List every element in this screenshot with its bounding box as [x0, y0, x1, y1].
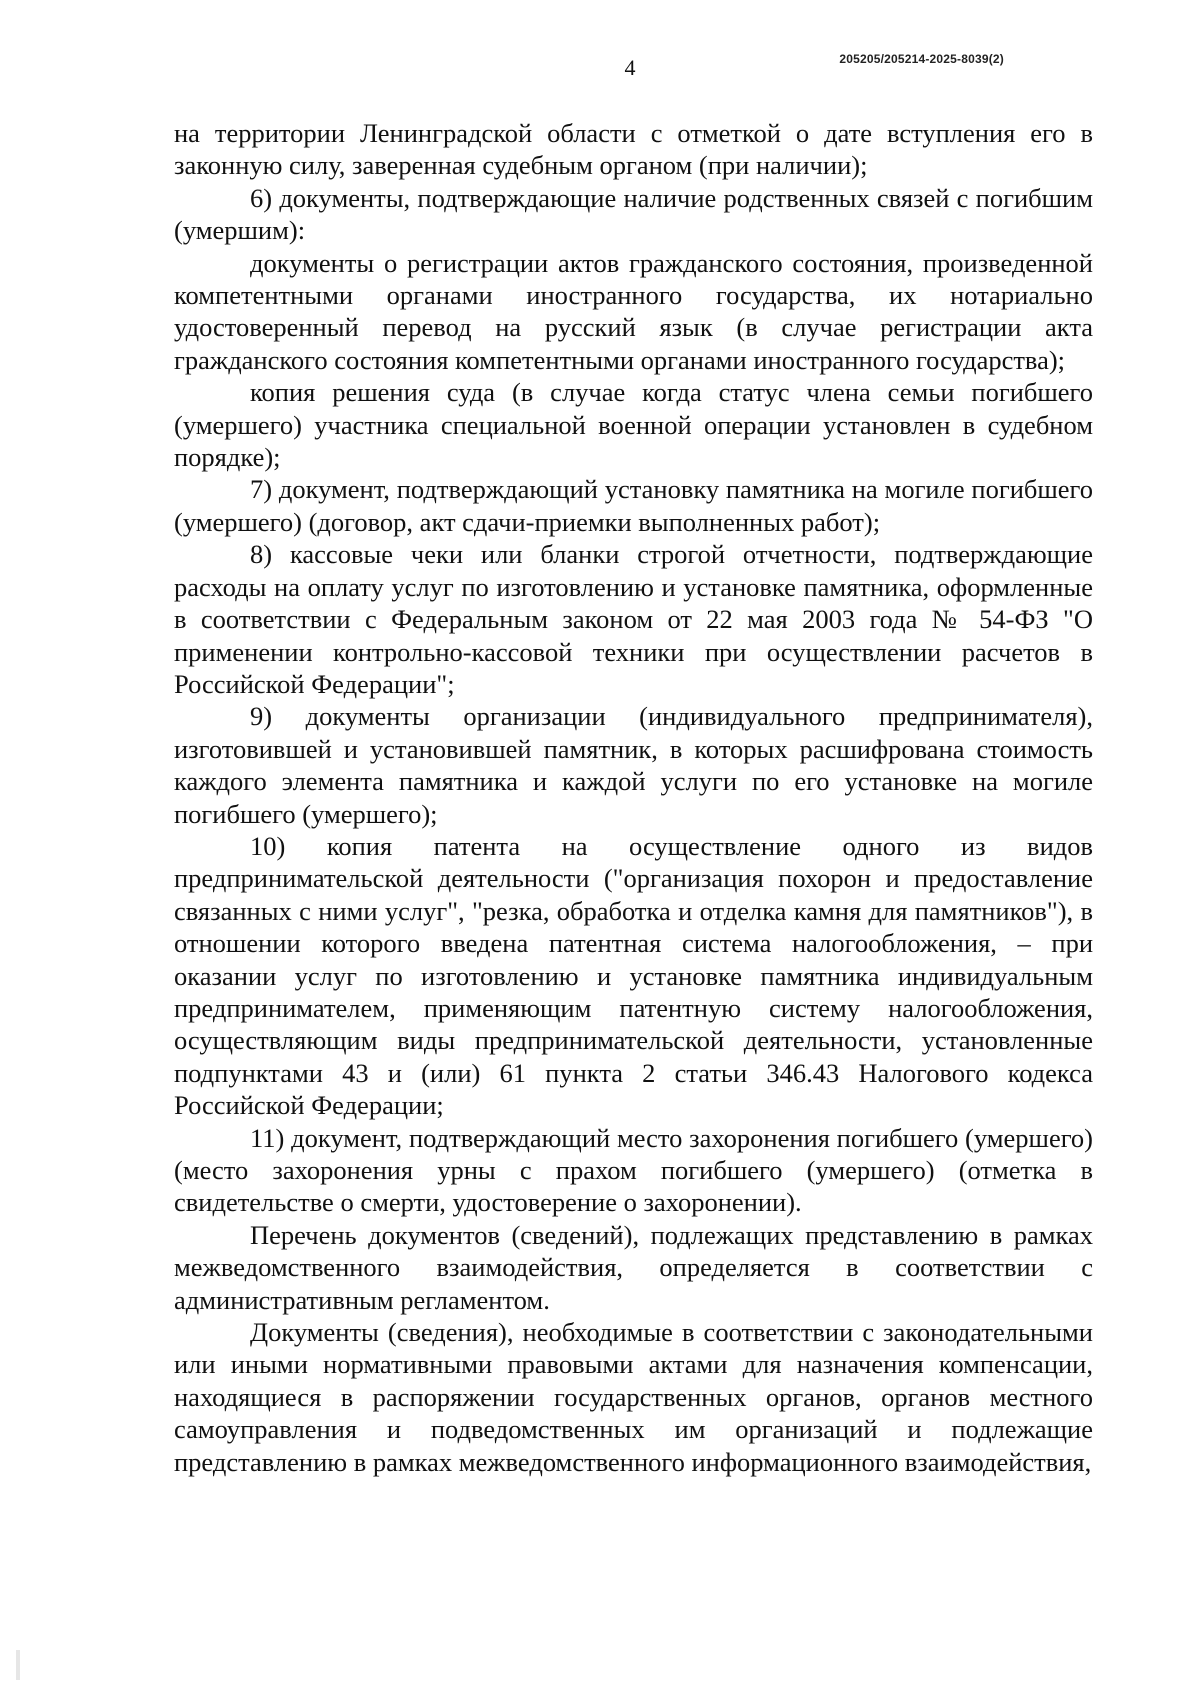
- document-body: [174, 117, 1093, 1478]
- paragraph: копия решения суда (в случае когда статус члена семьи погибшего (умершего) участника специальной военной операции установлен в судебном порядке);: [174, 377, 1093, 473]
- paragraph: Документы (сведения), необходимые в соответствии с законодательными или иными нормативными правовыми актами для назначения компенсации, находящиеся в распоряжении государственных органов, органов местного самоуправления и подведомственных им организаций и подлежащие представлению в рамках межведомственного информационного взаимодействия,: [174, 1317, 1093, 1477]
- paragraph: 7) документ, подтверждающий установку памятника на могиле погибшего (умершего) (договор, акт сдачи-приемки выполненных работ);: [174, 474, 1093, 537]
- document-id: 205205/205214-2025-8039(2): [839, 52, 1004, 66]
- scan-edge-mark: [16, 1650, 20, 1680]
- paragraph: 8) кассовые чеки или бланки строгой отчетности, подтверждающие расходы на оплату услуг по изготовлению и установке памятника, оформленные в соответствии с Федеральным законом от 22 мая 2003 года № 54-ФЗ "О применении контрольно-кассовой техники при осуществлении расчетов в Российской Федерации";: [174, 539, 1093, 699]
- page-number: 4: [624, 55, 636, 80]
- paragraph: на территории Ленинградской области с отметкой о дате вступления его в законную силу, заверенная судебным органом (при наличии);: [174, 118, 1093, 181]
- paragraph: 10) копия патента на осуществление одного из видов предпринимательской деятельности ("организация похорон и предоставление связанных с ними услуг", "резка, обработка и отделка камня для памятников"), в отношении которого введена патентная система налогообложения, – при оказании услуг по изготовлению и установке памятника индивидуальным предпринимателем, применяющим патентную систему налогообложения, осуществляющим виды предпринимательской деятельности, установленные подпунктами 43 и (или) 61 пункта 2 статьи 346.43 Налогового кодекса Российской Федерации;: [174, 830, 1093, 1121]
- paragraph: 6) документы, подтверждающие наличие родственных связей с погибшим (умершим):: [174, 182, 1093, 246]
- paragraph: 9) документы организации (индивидуального предпринимателя), изготовившей и установившей памятник, в которых расшифрована стоимость каждого элемента памятника и каждой услуги по его установке на могиле погибшего (умершего);: [174, 701, 1093, 829]
- paragraph: 11) документ, подтверждающий место захоронения погибшего (умершего) (место захоронения урны с прахом погибшего (умершего) (отметка в свидетельстве о смерти, удостоверение о захоронении).: [174, 1122, 1093, 1218]
- paragraph: документы о регистрации актов гражданского состояния, произведенной компетентными органами иностранного государства, их нотариально удостоверенный перевод на русский язык (в случае регистрации акта гражданского состояния компетентными органами иностранного государства);: [174, 247, 1093, 375]
- paragraph: Перечень документов (сведений), подлежащих представлению в рамках межведомственного взаимодействия, определяется в соответствии с административным регламентом.: [174, 1219, 1093, 1315]
